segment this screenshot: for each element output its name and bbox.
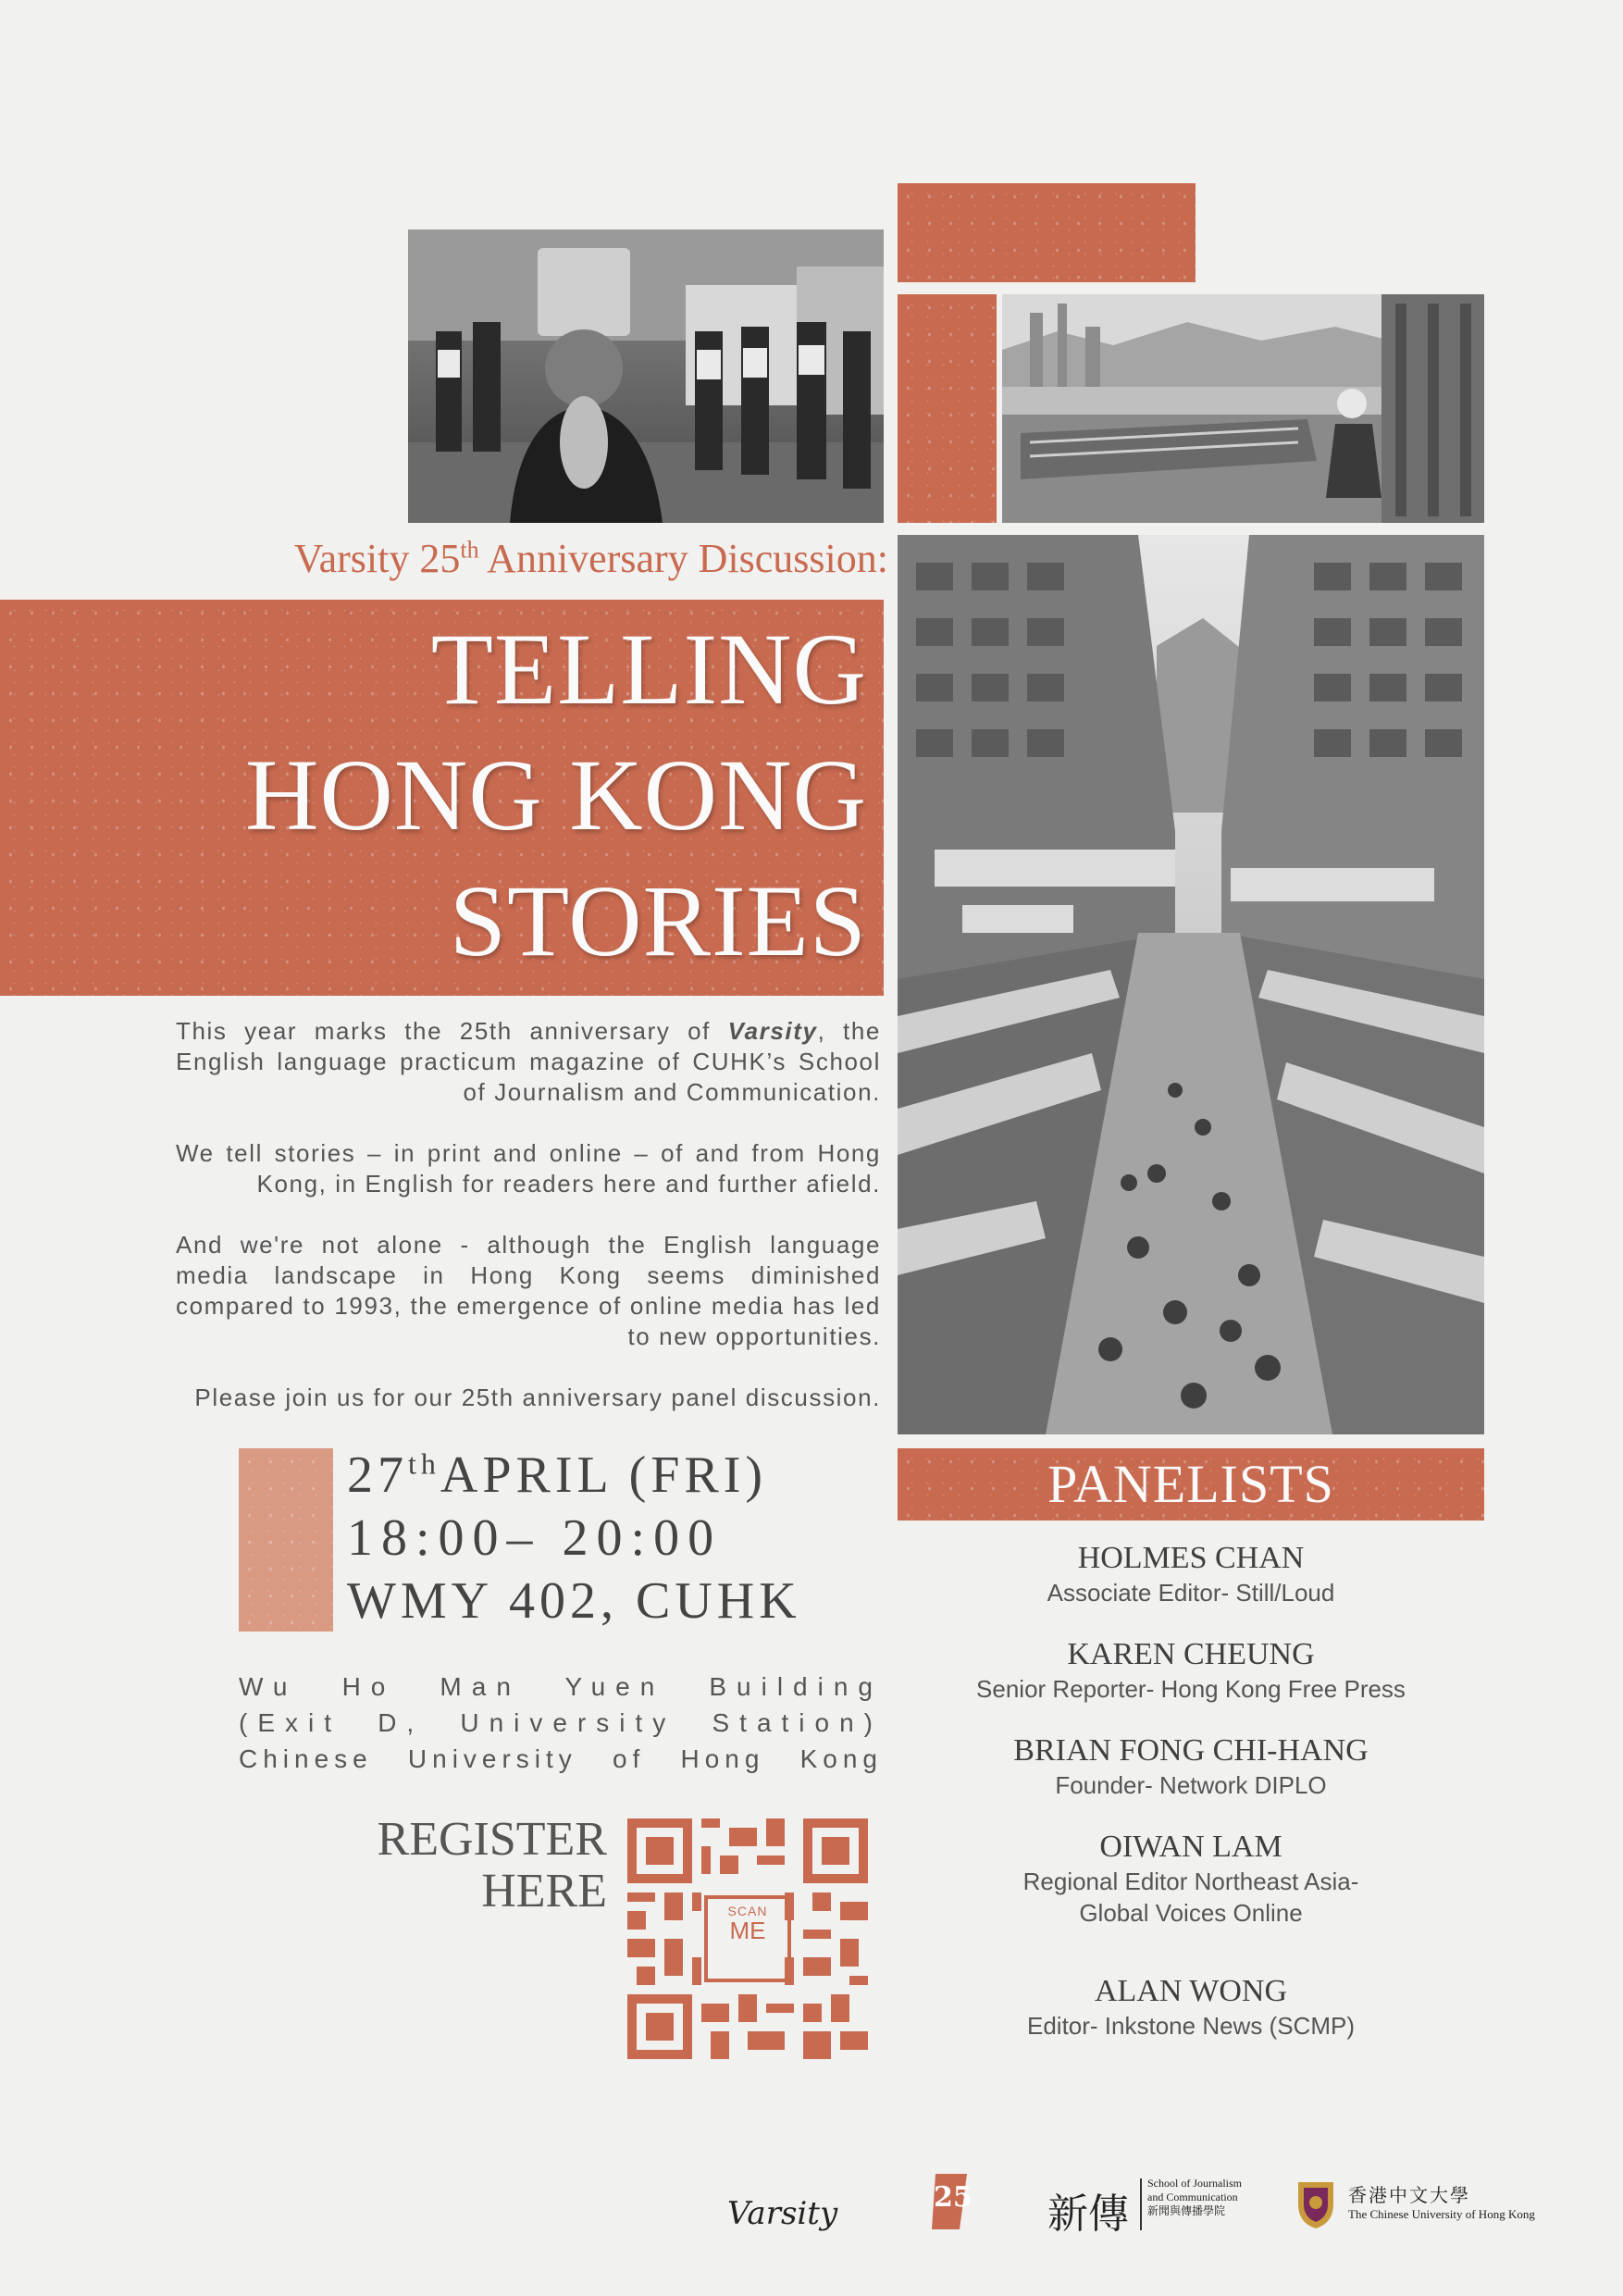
cuhk-logo-cn: 香港中文大學 bbox=[1348, 2184, 1470, 2206]
school-logo-en-2: and Communication bbox=[1147, 2191, 1238, 2203]
subtitle-prefix: Varsity 25 bbox=[293, 536, 461, 581]
panelist-name: OIWAN LAM bbox=[1099, 1830, 1282, 1864]
anniv-logo-text: 25 bbox=[934, 2181, 973, 2214]
cuhk-crest-icon bbox=[1289, 2177, 1343, 2230]
qr-me-text: ME bbox=[729, 1917, 766, 1944]
panelist-role: Regional Editor Northeast Asia- bbox=[1022, 1868, 1359, 1895]
photo-harbour bbox=[1002, 294, 1484, 523]
intro-p1-before: This year marks the 25th anniversary of bbox=[176, 1017, 728, 1045]
intro-p1-varsity: Varsity bbox=[727, 1017, 818, 1045]
panelist-brian-fong bbox=[898, 1732, 1484, 1801]
venue-line-3: Chinese University of Hong Kong bbox=[239, 1744, 883, 1773]
subtitle-sup: th bbox=[460, 536, 479, 564]
intro-p1-after: , the English language practicum magazine of CUHK’s School of Journalism and Communication. bbox=[176, 1017, 881, 1106]
panelist-name: KAREN CHEUNG bbox=[1067, 1637, 1315, 1671]
panelist-role: Senior Reporter- Hong Kong Free Press bbox=[976, 1675, 1406, 1703]
school-logo-text bbox=[1147, 2177, 1242, 2218]
register-line-1: REGISTER bbox=[377, 1813, 607, 1866]
panelist-name: BRIAN FONG CHI-HANG bbox=[1013, 1733, 1369, 1768]
panelist-name: ALAN WONG bbox=[1094, 1974, 1288, 2008]
logo-varsity: Varsity bbox=[727, 2195, 838, 2232]
panelists-heading: PANELISTS bbox=[898, 1448, 1484, 1520]
side-accent-block bbox=[898, 294, 997, 523]
event-day-sup: th bbox=[408, 1446, 440, 1481]
venue-line-2: (Exit D, University Station) bbox=[239, 1708, 883, 1737]
intro-text bbox=[176, 1016, 881, 1444]
event-subtitle bbox=[120, 535, 888, 582]
top-accent-block bbox=[898, 183, 1196, 282]
event-room: WMY 402, CUHK bbox=[347, 1572, 801, 1630]
register-label bbox=[305, 1814, 607, 1917]
intro-paragraph-2: We tell stories – in print and online – of and from Hong Kong, in English for readers here and further afield. bbox=[176, 1139, 881, 1198]
event-day: 27 bbox=[347, 1446, 408, 1504]
panelist-role: Associate Editor- Still/Loud bbox=[1047, 1579, 1335, 1607]
qr-scan-label bbox=[715, 1904, 780, 1942]
panelist-role: Founder- Network DIPLO bbox=[1055, 1771, 1327, 1799]
intro-paragraph-1 bbox=[176, 1016, 881, 1108]
panelist-role: Editor- Inkstone News (SCMP) bbox=[1027, 2012, 1355, 2040]
photo-protester bbox=[408, 230, 884, 523]
panelist-karen-cheung bbox=[898, 1636, 1484, 1705]
register-line-2: HERE bbox=[481, 1865, 607, 1917]
cuhk-logo-text bbox=[1348, 2180, 1535, 2222]
qr-code[interactable] bbox=[627, 1818, 868, 2059]
panelist-role-line-2: Global Voices Online bbox=[1079, 1899, 1303, 1927]
event-date-rest: APRIL (FRI) bbox=[440, 1446, 768, 1504]
cuhk-logo-en: The Chinese University of Hong Kong bbox=[1348, 2207, 1535, 2221]
intro-paragraph-4: Please join us for our 25th anniversary panel discussion. bbox=[194, 1384, 881, 1411]
logo-25-anniversary bbox=[932, 2170, 971, 2233]
school-logo-en-1: School of Journalism bbox=[1147, 2177, 1242, 2190]
qr-scan-text: SCAN bbox=[727, 1904, 768, 1918]
title-line-1: TELLING bbox=[430, 613, 867, 726]
venue-line-1: Wu Ho Man Yuen Building bbox=[239, 1672, 883, 1701]
event-time: 18:00– 20:00 bbox=[347, 1509, 723, 1567]
panelist-name: HOLMES CHAN bbox=[1077, 1541, 1305, 1575]
school-logo-cn-full: 新聞與傳播學院 bbox=[1147, 2204, 1226, 2217]
title-block bbox=[0, 600, 884, 996]
date-accent-block bbox=[239, 1448, 333, 1632]
panelist-holmes-chan bbox=[898, 1540, 1484, 1608]
event-date bbox=[347, 1446, 884, 1505]
school-logo-cn: 新傳 bbox=[1047, 2191, 1129, 2238]
subtitle-suffix: Anniversary Discussion: bbox=[478, 536, 888, 581]
title-line-2: HONG KONG bbox=[244, 738, 867, 851]
photo-street-market bbox=[898, 535, 1484, 1434]
school-logo-divider bbox=[1140, 2178, 1142, 2230]
panelist-alan-wong bbox=[898, 1973, 1484, 2042]
panelist-oiwan-lam bbox=[898, 1829, 1484, 1929]
intro-paragraph-3: And we're not alone - although the English language media landscape in Hong Kong seems diminished compared to 1993, the emergence of online media has led to new opportunities. bbox=[176, 1231, 881, 1350]
title-line-3: STORIES bbox=[449, 864, 867, 977]
